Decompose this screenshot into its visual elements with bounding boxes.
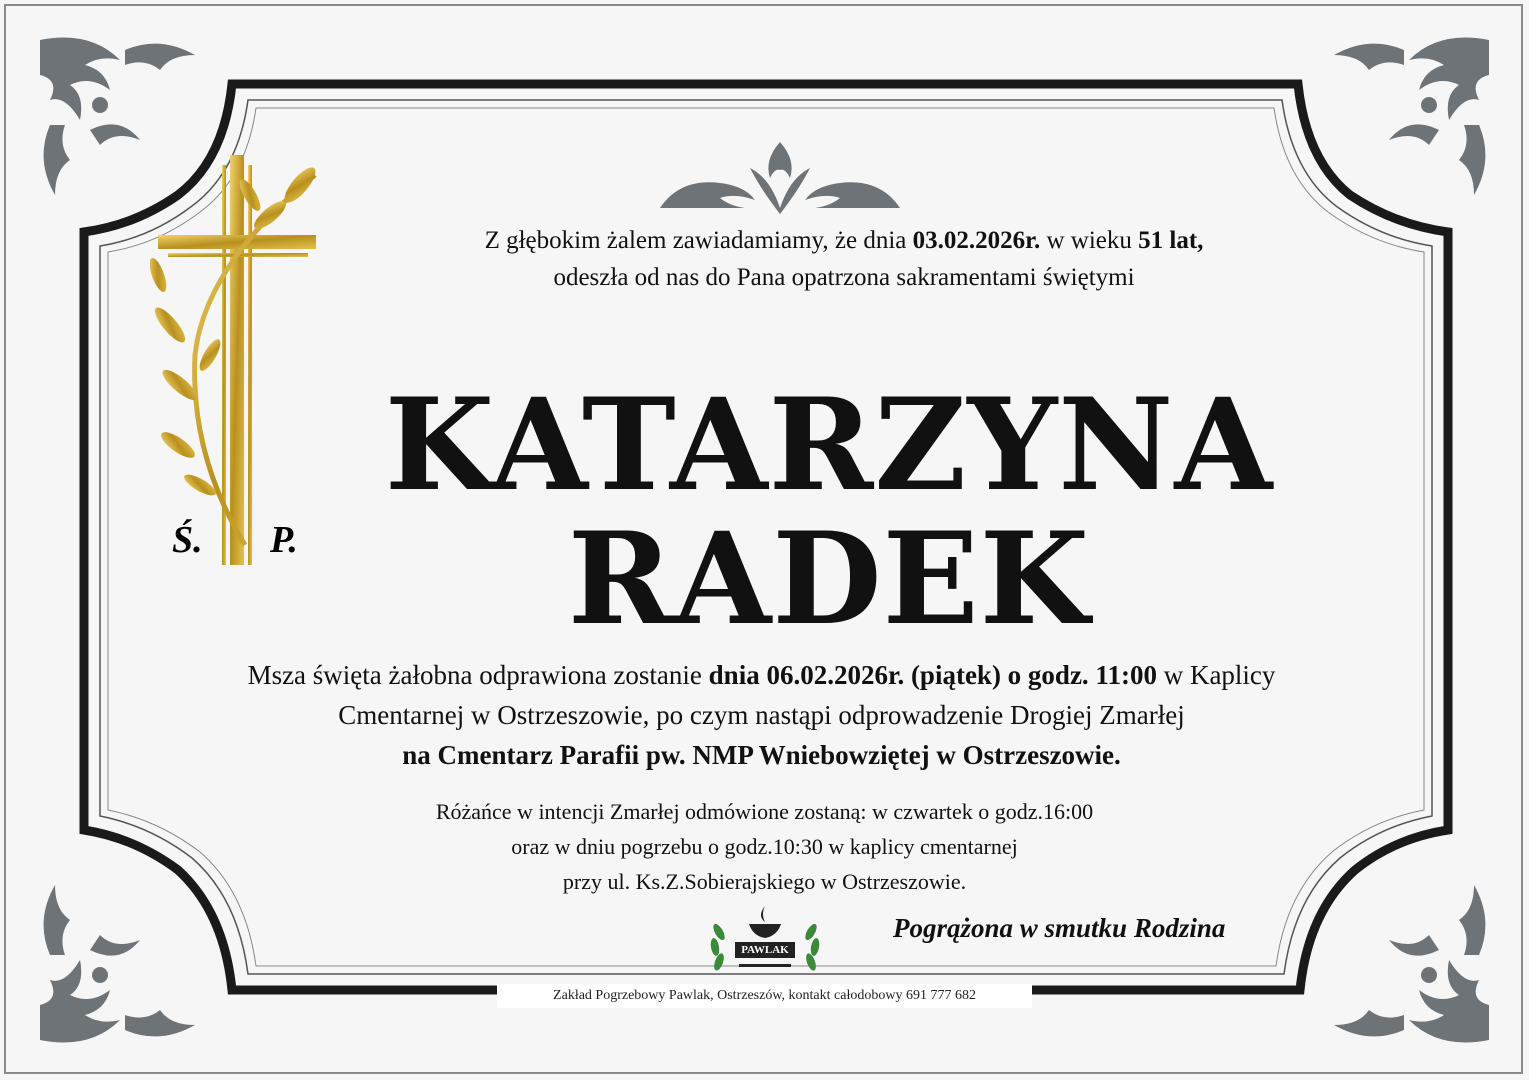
mass-line2: Cmentarnej w Ostrzeszowie, po czym nastąpi odprowadzenie Drogiej Zmarłej [338, 700, 1185, 730]
ornament-top-center [640, 138, 920, 218]
intro-line2: odeszła od nas do Pana opatrzona sakramentami świętymi [553, 264, 1135, 291]
ornament-top-right [1309, 30, 1499, 220]
pawlak-logo [705, 902, 825, 982]
intro-age: 51 lat, [1138, 227, 1204, 254]
mass-date-time: dnia 06.02.2026r. (piątek) o godz. 11:00 [708, 660, 1157, 690]
mass-info [0, 655, 1526, 775]
rosary-line3: przy ul. Ks.Z.Sobierajskiego w Ostrzeszowie. [562, 869, 967, 894]
sp-letter-s: Ś. [172, 519, 203, 561]
mass-line3: na Cmentarz Parafii pw. NMP Wniebowziętej w Ostrzeszowie. [402, 740, 1121, 770]
rosary-line2: oraz w dniu pogrzebu o godz.10:30 w kaplicy cmentarnej [511, 834, 1018, 859]
mass-line1-start: Msza święta żałobna odprawiona zostanie [247, 660, 709, 690]
sp-letter-p: P. [270, 519, 298, 561]
mass-line1-end: w Kaplicy [1156, 660, 1276, 690]
intro-line1-start: Z głębokim żalem zawiadamiamy, że dnia [484, 227, 913, 254]
footer-contact: Zakład Pogrzebowy Pawlak, Ostrzeszów, kontakt całodobowy 691 777 682 [553, 988, 976, 1003]
pawlak-logo-text: PAWLAK [741, 944, 789, 956]
intro-text [0, 222, 1529, 296]
family-signature: Pogrążona w smutku Rodzina [893, 913, 1226, 943]
intro-line1-mid: w wieku [1040, 227, 1139, 254]
first-name: KATARZYNA [384, 371, 1274, 519]
rosary-line1: Różańce w intencji Zmarłej odmówione zostaną: w czwartek o godz.16:00 [435, 799, 1094, 824]
rosary-info [0, 794, 1529, 899]
last-name: RADEK [567, 505, 1091, 653]
intro-date: 03.02.2026r. [912, 227, 1041, 254]
deceased-name [0, 371, 1529, 653]
